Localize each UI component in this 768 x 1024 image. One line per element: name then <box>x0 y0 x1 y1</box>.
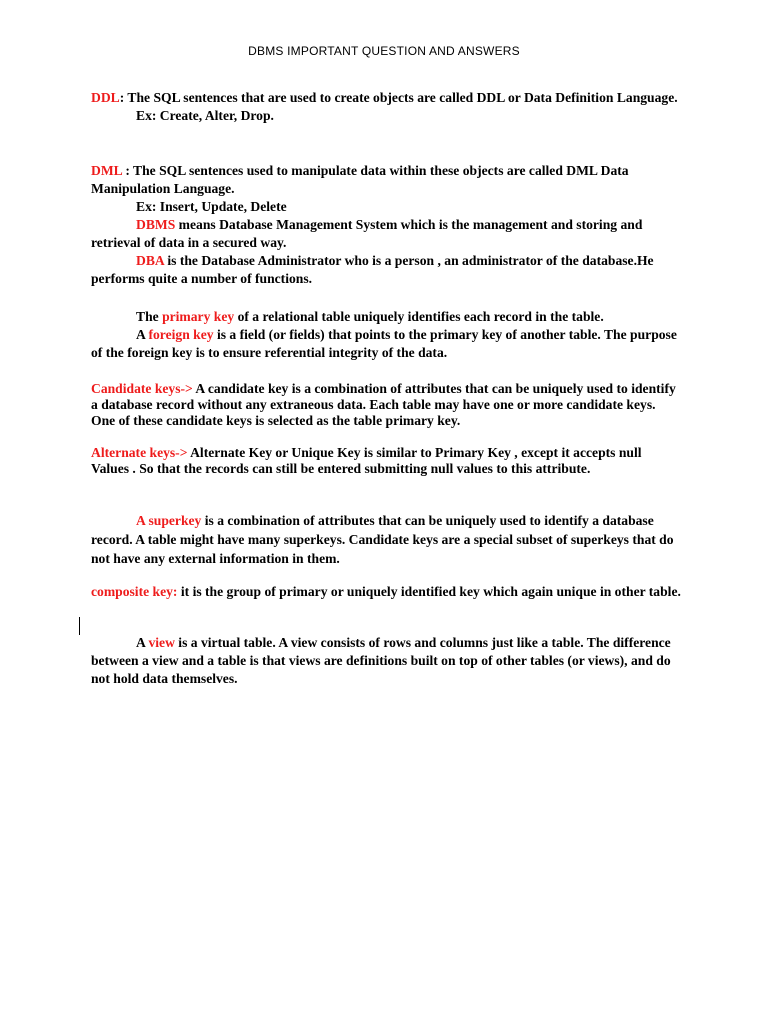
term-superkey: A superkey <box>136 513 202 528</box>
ddl-example: Ex: Create, Alter, Drop. <box>136 108 274 123</box>
term-primary-key: primary key <box>162 309 235 324</box>
view-lead: A <box>136 635 149 650</box>
paragraph-composite-key <box>91 584 681 600</box>
ddl-definition: : The SQL sentences that are used to create objects are called DDL or Data Definition Language. <box>119 90 678 105</box>
term-dbms: DBMS <box>136 217 176 232</box>
paragraph-view <box>91 634 681 688</box>
term-candidate-keys: Candidate keys-> <box>91 381 193 396</box>
composite-key-definition: it is the group of primary or uniquely identified key which again unique in other table. <box>177 584 681 599</box>
dba-paragraph <box>91 252 681 288</box>
candidate-keys-definition: A candidate key is a combination of attributes that can be uniquely used to identify a database record without any extraneous data. Each table may have one or more candidate keys. One of these candidate keys is selected as the table primary key. <box>91 381 676 428</box>
paragraph-keys <box>91 308 681 362</box>
paragraph-alternate-keys <box>91 445 681 477</box>
foreign-key-paragraph <box>91 326 681 362</box>
dml-example: Ex: Insert, Update, Delete <box>136 199 287 214</box>
paragraph-dml <box>91 162 681 288</box>
primary-key-definition: of a relational table uniquely identifies each record in the table. <box>234 309 604 324</box>
view-definition: is a virtual table. A view consists of rows and columns just like a table. The difference between a view and a table is that views are definitions built on top of other tables (or views), and do not hold data themselves. <box>91 635 671 686</box>
term-foreign-key: foreign key <box>148 327 214 342</box>
paragraph-superkey <box>91 511 681 568</box>
document-title: DBMS IMPORTANT QUESTION AND ANSWERS <box>248 44 520 58</box>
superkey-definition: is a combination of attributes that can be uniquely used to identify a database record. A table might have many superkeys. Candidate keys are a special subset of superkeys that do not have any external information in them. <box>91 513 674 566</box>
paragraph-ddl <box>91 89 681 125</box>
foreign-key-definition: is a field (or fields) that points to the primary key of another table. The purpose of the foreign key is to ensure referential integrity of the data. <box>91 327 677 360</box>
term-view: view <box>148 635 175 650</box>
foreign-key-lead: A <box>136 327 149 342</box>
alternate-keys-definition: Alternate Key or Unique Key is similar to Primary Key , except it accepts null Values . So that the records can still be entered submitting null values to this attribute. <box>91 445 642 476</box>
term-ddl: DDL <box>91 90 120 105</box>
paragraph-candidate-keys <box>91 381 681 429</box>
term-composite-key: composite key: <box>91 584 178 599</box>
dba-definition: is the Database Administrator who is a person , an administrator of the database.He performs quite a number of functions. <box>91 253 654 286</box>
term-dba: DBA <box>136 253 164 268</box>
term-dml: DML <box>91 163 122 178</box>
primary-key-paragraph <box>91 308 681 326</box>
primary-key-lead: The <box>136 309 163 324</box>
term-alternate-keys: Alternate keys-> <box>91 445 188 460</box>
dml-definition: : The SQL sentences used to manipulate data within these objects are called DML Data Manipulation Language. <box>91 163 629 196</box>
dbms-paragraph <box>91 216 681 252</box>
dbms-definition: means Database Management System which is the management and storing and retrieval of data in a secured way. <box>91 217 643 250</box>
text-cursor <box>79 617 80 635</box>
